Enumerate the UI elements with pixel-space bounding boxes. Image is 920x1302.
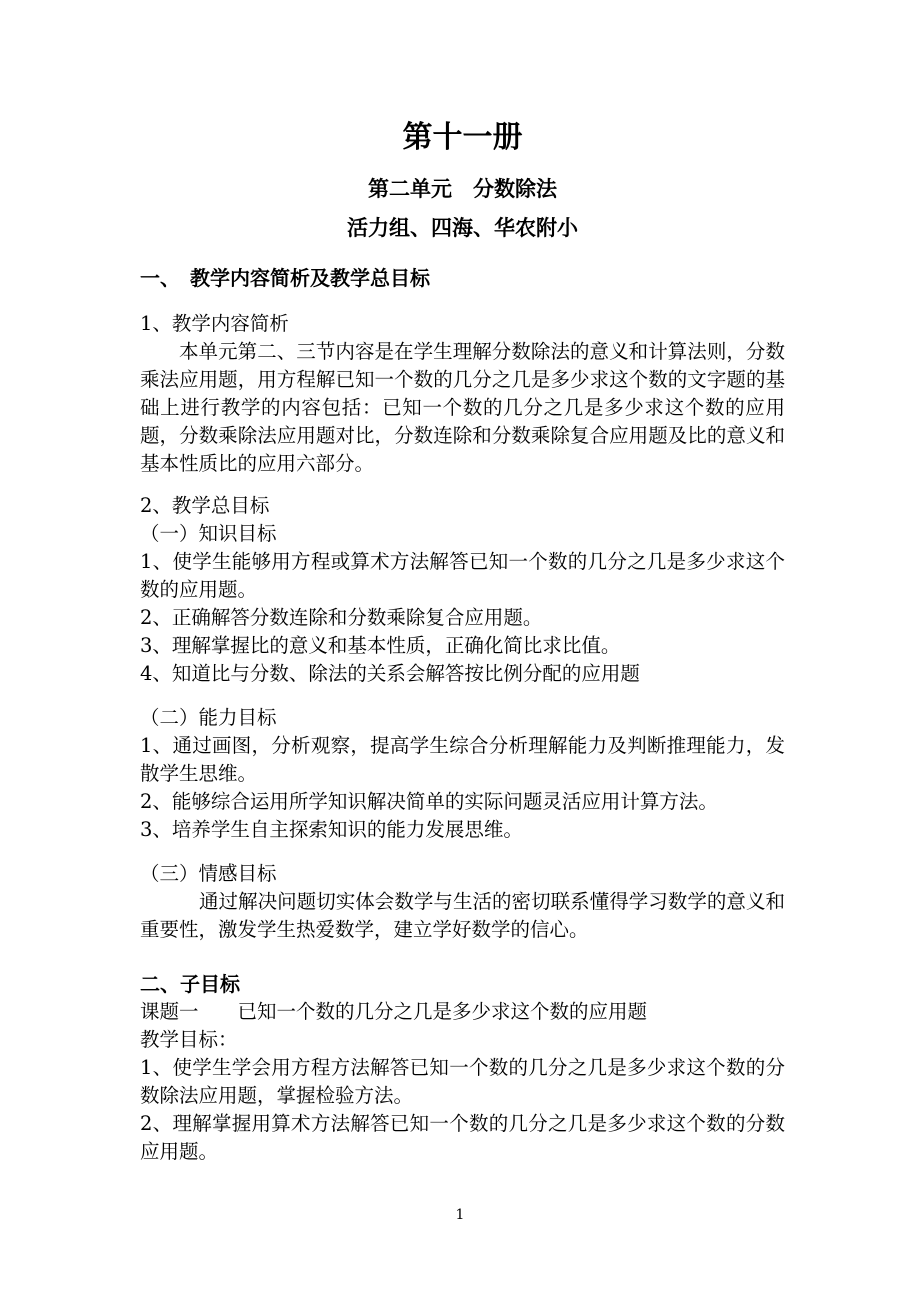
page-number: 1	[455, 1207, 465, 1223]
emotion-paragraph: 通过解决问题切实体会数学与生活的密切联系懂得学习数学的意义和重要性，激发学生热爱数学，建立学好数学的信心。	[140, 890, 785, 941]
topic-1: 课题一 已知一个数的几分之几是多少求这个数的应用题	[140, 1000, 648, 1023]
goals-label: 教学目标：	[140, 1028, 238, 1051]
section1-heading: 一、 教学内容简析及教学总目标	[140, 266, 430, 290]
ability-item-1: 1、通过画图，分析观察，提高学生综合分析理解能力及判断推理能力，发散学生思维。	[140, 734, 785, 785]
s1-1-heading: 1、教学内容简析	[140, 312, 289, 335]
authors: 活力组、四海、华农附小	[347, 215, 578, 240]
ability-heading: （二）能力目标	[140, 706, 277, 729]
emotion-heading: （三）情感目标	[140, 862, 277, 885]
s1-1-paragraph: 本单元第二、三节内容是在学生理解分数除法的意义和计算法则，分数乘法应用题，用方程解已知一个数的几分之几是多少求这个数的文字题的基础上进行教学的内容包括：已知一个数的几分之几是多少求这个数的应用题，分数乘除法应用题对比，分数连除和分数乘除复合应用题及比的意义和基本性质比的应用六部分。	[140, 340, 785, 475]
section2-heading: 二、子目标	[140, 972, 240, 996]
knowledge-heading: （一）知识目标	[140, 522, 277, 545]
document-title: 第十一册	[402, 120, 523, 155]
knowledge-item-2: 2、正确解答分数连除和分数乘除复合应用题。	[140, 606, 543, 629]
goal-item-1: 1、使学生学会用方程方法解答已知一个数的几分之几是多少求这个数的分数除法应用题，掌握检验方法。	[140, 1056, 785, 1107]
unit-title: 第二单元 分数除法	[368, 176, 557, 201]
knowledge-item-1: 1、使学生能够用方程或算术方法解答已知一个数的几分之几是多少求这个数的应用题。	[140, 550, 785, 601]
s1-2-heading: 2、教学总目标	[140, 494, 270, 517]
knowledge-item-4: 4、知道比与分数、除法的关系会解答按比例分配的应用题	[140, 662, 640, 685]
ability-item-3: 3、培养学生自主探索知识的能力发展思维。	[140, 818, 523, 841]
ability-item-2: 2、能够综合运用所学知识解决简单的实际问题灵活应用计算方法。	[140, 790, 718, 813]
goal-item-2: 2、理解掌握用算术方法解答已知一个数的几分之几是多少求这个数的分数应用题。	[140, 1112, 785, 1163]
knowledge-item-3: 3、理解掌握比的意义和基本性质，正确化简比求比值。	[140, 634, 621, 657]
